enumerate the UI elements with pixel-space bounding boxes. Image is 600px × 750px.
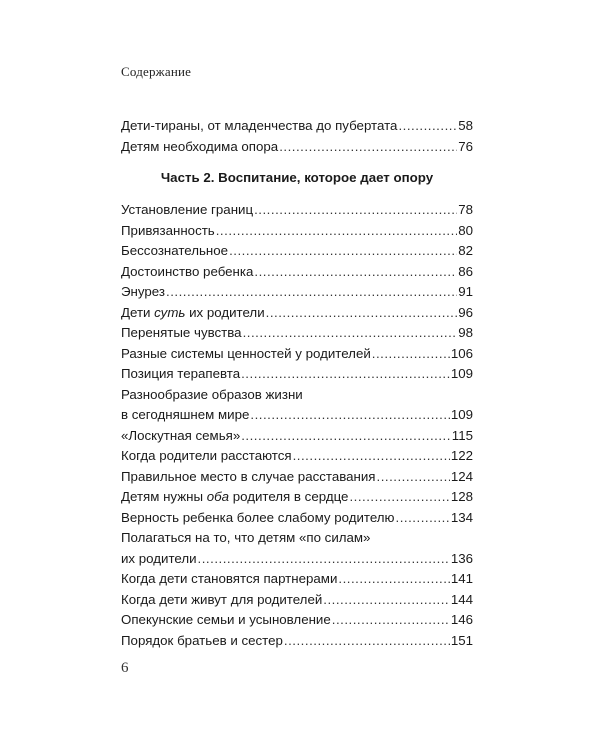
- toc-entry: [121, 200, 473, 221]
- toc-entry-page: 78: [458, 202, 473, 217]
- toc-entry-page: 98: [458, 325, 473, 340]
- title-part: Дети: [121, 304, 155, 320]
- toc-entry: [121, 241, 473, 262]
- toc-entry-title: Когда дети живут для родителей: [121, 591, 323, 607]
- toc-entry: [121, 631, 473, 652]
- leader-dots: [243, 323, 458, 344]
- leader-dots: [254, 200, 457, 221]
- toc-entry-title-line2: их родители: [121, 550, 197, 566]
- toc-entry-page: 144: [450, 591, 473, 607]
- toc-entry-title: Достоинство ребенка: [121, 263, 254, 279]
- leader-dots: [250, 405, 449, 426]
- toc-entry: [121, 590, 473, 611]
- toc-entry-title: Когда дети становятся партнерами: [121, 571, 338, 586]
- leader-dots: [166, 282, 457, 303]
- toc-entry-title: «Лоскутная семья»: [121, 427, 241, 443]
- toc-entry: [121, 610, 473, 631]
- toc-entry: [121, 344, 473, 365]
- toc-entry-page: 134: [450, 509, 473, 525]
- leader-dots: [338, 569, 449, 590]
- toc-entry-title: Позиция терапевта: [121, 366, 241, 381]
- toc-entry-title-line1: Разнообразие образов жизни: [121, 386, 303, 402]
- toc-entry: [121, 487, 473, 508]
- toc-entry-page: 58: [458, 118, 473, 133]
- toc-entry: [121, 364, 473, 385]
- leader-dots: [241, 426, 451, 447]
- toc-entry-title: Разные системы ценностей у родителей: [121, 345, 371, 361]
- toc-entry-page: 115: [451, 427, 473, 443]
- toc-entry-title: Бессознательное: [121, 243, 229, 258]
- toc-entry-page: 109: [450, 366, 473, 381]
- toc-entry-title: Дети-тираны, от младенчества до пубертата: [121, 118, 398, 133]
- toc-entry: [121, 282, 473, 303]
- toc-entry-title-line2: в сегодняшнем мире: [121, 407, 250, 422]
- toc-entry-title: Правильное место в случае расставания: [121, 468, 376, 484]
- toc-entry-page: 122: [450, 448, 473, 463]
- leader-dots: [323, 590, 450, 611]
- title-emphasis: оба: [206, 489, 229, 504]
- leader-dots: [266, 303, 458, 324]
- leader-dots: [254, 262, 457, 283]
- title-emphasis: суть: [154, 304, 186, 320]
- toc-entry-title: Когда родители расстаются: [121, 448, 292, 463]
- toc-entry-page: 82: [458, 243, 473, 258]
- toc-entry-page: 151: [450, 632, 473, 648]
- toc-entry-title: [121, 303, 265, 324]
- toc-entry: [121, 467, 473, 488]
- toc-entry-page: 96: [458, 304, 473, 320]
- toc-entry: [121, 549, 473, 570]
- leader-dots: [377, 467, 450, 488]
- leader-dots: [293, 446, 450, 467]
- part-title: Часть 2. Воспитание, которое дает опору: [160, 170, 434, 185]
- toc-entry-page: 146: [450, 612, 473, 627]
- leader-dots: [198, 549, 450, 570]
- toc-entry: [121, 303, 473, 324]
- toc-top: [121, 116, 473, 157]
- toc-entry: [121, 446, 473, 467]
- toc-entry-title-line1: Полагаться на то, что детям «по силам»: [121, 530, 371, 545]
- leader-dots: [398, 116, 457, 137]
- leader-dots: [241, 364, 450, 385]
- running-head: Содержание: [121, 64, 192, 79]
- toc-entry-page: 124: [450, 468, 473, 484]
- toc-entry-page: 141: [450, 571, 473, 586]
- toc-entry: [121, 116, 473, 137]
- toc-entry-title: Перенятые чувства: [121, 325, 242, 340]
- toc-entry-title: Энурез: [121, 284, 165, 299]
- toc-entry: [121, 569, 473, 590]
- title-part: их родители: [185, 304, 265, 320]
- toc-entry-title: Порядок братьев и сестер: [121, 632, 283, 648]
- leader-dots: [372, 344, 450, 365]
- toc-entry-title: Верность ребенка более слабому родителю: [121, 509, 395, 525]
- toc-entry: [121, 405, 473, 426]
- toc-entry-page: 128: [450, 489, 473, 504]
- toc-entry-title: Детям необходима опора: [121, 138, 279, 154]
- toc-entry-title: Установление границ: [121, 202, 254, 217]
- toc-entry: [121, 323, 473, 344]
- toc-entry-title: [121, 487, 348, 508]
- leader-dots: [229, 241, 457, 262]
- toc-entry-page: 109: [450, 407, 473, 422]
- toc-entry-title: Привязанность: [121, 222, 215, 238]
- leader-dots: [279, 137, 457, 158]
- toc-part-2: [121, 200, 473, 651]
- page-number: 6: [121, 660, 129, 676]
- leader-dots: [332, 610, 450, 631]
- toc-entry-page: 136: [450, 550, 473, 566]
- toc-entry-page: 76: [458, 138, 473, 154]
- toc-entry-page: 80: [458, 222, 473, 238]
- toc-entry: [121, 426, 473, 447]
- toc-entry-page: 91: [458, 284, 473, 299]
- leader-dots: [349, 487, 449, 508]
- title-part: родителя в сердце: [229, 489, 349, 504]
- leader-dots: [396, 508, 450, 529]
- toc-entry: [121, 137, 473, 158]
- leader-dots: [216, 221, 457, 242]
- toc-entry: [121, 221, 473, 242]
- toc-entry-title: Опекунские семьи и усыновление: [121, 612, 331, 627]
- toc-entry: [121, 508, 473, 529]
- toc-entry-page: 106: [450, 345, 473, 361]
- leader-dots: [284, 631, 450, 652]
- toc-entry-page: 86: [458, 263, 473, 279]
- toc-entry: [121, 262, 473, 283]
- title-part: Детям нужны: [121, 489, 207, 504]
